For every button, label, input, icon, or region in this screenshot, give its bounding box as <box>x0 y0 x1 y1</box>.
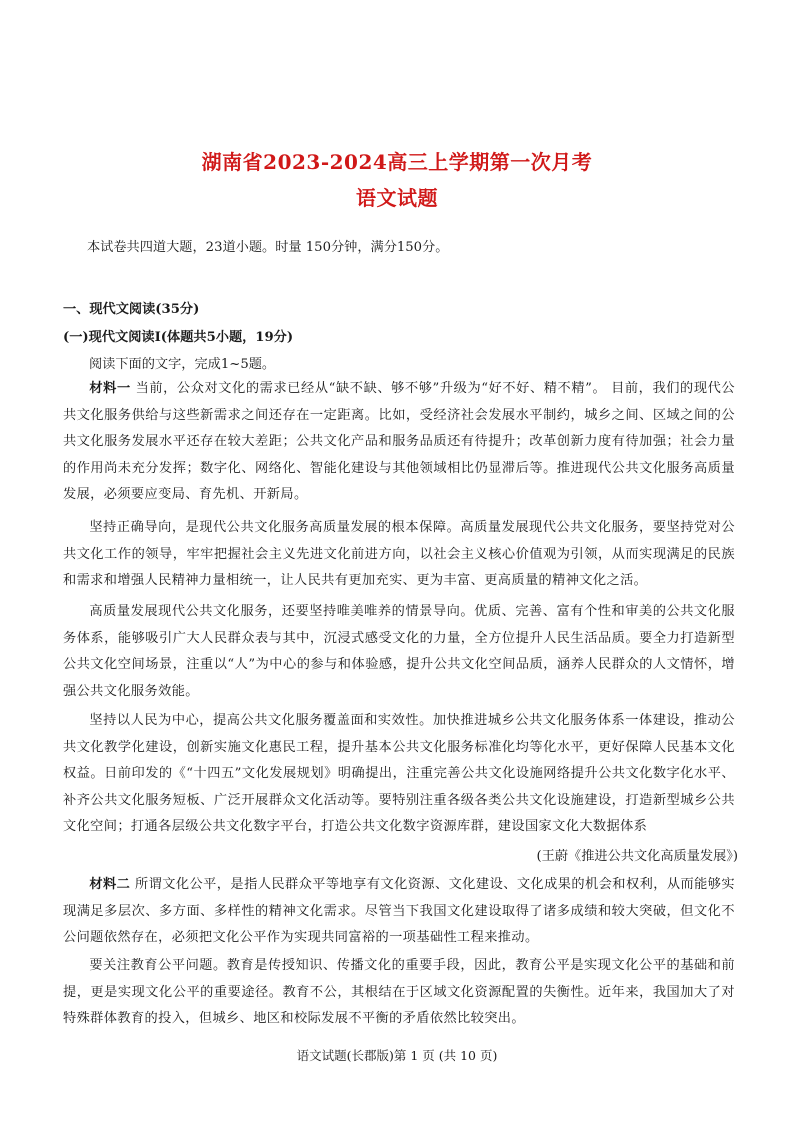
page-footer: 语文试题(长郡版)第 1 页 (共 10 页) <box>296 1048 498 1063</box>
subsection-heading: (一)现代文阅读Ⅰ(体题共5小题，19分) <box>63 330 294 345</box>
material2-paragraph-1: 材料二 所谓文化公平，是指人民群众平等地享有文化资源、文化建设、文化成果的机会和权利，从而能够实现满足多层次、多方面、多样性的精神文化需求。尽管当下我国文化建设取得了诸多成绩和较大突破，但文化不公问题依然存在，必须把文化公平作为实现共同富裕的一项基础性工程来推动。 <box>63 877 736 945</box>
material1-paragraph-1: 材料一 当前，公众对文化的需求已经从“缺不缺、够不够”升级为“好不好、精不精”。 目前，我们的现代公共文化服务供给与这些新需求之间还存在一定距离。比如，受经济社会发展水平制约，城乡之间、区域之间的公共文化服务发展水平还存在较大差距；公共文化产品和服务品质还有待提升；改革创新力度有待加强；社会力量的作用尚未充分发挥；数字化、网络化、智能化建设与其他领域相比仍显滞后等。推进现代公共文化服务高质量发展，必须要应变局、育先机、开新局。 <box>63 381 735 502</box>
material1-source: (王蔚《推进公共文化高质量发展》) <box>536 849 738 864</box>
document-title: 湖南省2023-2024高三上学期第一次月考 <box>201 150 593 174</box>
document-subtitle: 语文试题 <box>356 186 438 210</box>
exam-instructions: 本试卷共四道大题，23道小题。时量 150分钟，满分150分。 <box>87 240 449 255</box>
material1-label: 材料一 <box>89 381 131 396</box>
material1-paragraph-3: 高质量发展现代公共文化服务，还要坚持唯美唯养的情景导向。优质、完善、富有个性和审美的公共文化服务体系，能够吸引广大人民群众表与其中，沉浸式感受文化的力量，全方位提升人民生活品质。要全力打造新型公共文化空间场景，注重以“人”为中心的参与和体验感，提升公共文化空间品质，涵养人民群众的人文情怀，增强公共文化服务效能。 <box>63 604 735 699</box>
material1-paragraph-4: 坚持以人民为中心，提高公共文化服务覆盖面和实效性。加快推进城乡公共文化服务体系一体建设，推动公共文化教学化建设，创新实施文化惠民工程，提升基本公共文化服务标准化均等化水平，更好保障人民基本文化权益。日前印发的《“十四五”文化发展规划》明确提出，注重完善公共文化设施网络提升公共文化数字化水平、补齐公共文化服务短板、广泛开展群众文化活动等。要特别注重各级各类公共文化设施建设，打造新型城乡公共文化空间；打通各层级公共文化数字平台，打造公共文化数字资源库群，建设国家文化大数据体系 <box>63 713 735 834</box>
material1-paragraph-2: 坚持正确导向，是现代公共文化服务高质量发展的根本保障。高质量发展现代公共文化服务，要坚持党对公共文化工作的领导，牢牢把握社会主义先进文化前进方向，以社会主义核心价值观为引领，从而实现满足的民族和需求和增强人民精神力量相统一，让人民共有更加充实、更为丰富、更高质量的精神文化之活。 <box>63 520 735 588</box>
material2-label: 材料二 <box>89 877 131 892</box>
section-heading: 一、现代文阅读(35分) <box>63 302 200 317</box>
material2-paragraph-2: 要关注教育公平问题。教育是传授知识、传播文化的重要手段，因此，教育公平是实现文化公平的基础和前提，更是实现文化公平的重要途径。教育不公，其根结在于区域文化资源配置的失衡性。近年来，我国加大了对特殊群体教育的投入，但城乡、地区和校际发展不平衡的矛盾依然比较突出。 <box>63 958 735 1026</box>
reading-prompt: 阅读下面的文字，完成1~5题。 <box>89 357 276 372</box>
